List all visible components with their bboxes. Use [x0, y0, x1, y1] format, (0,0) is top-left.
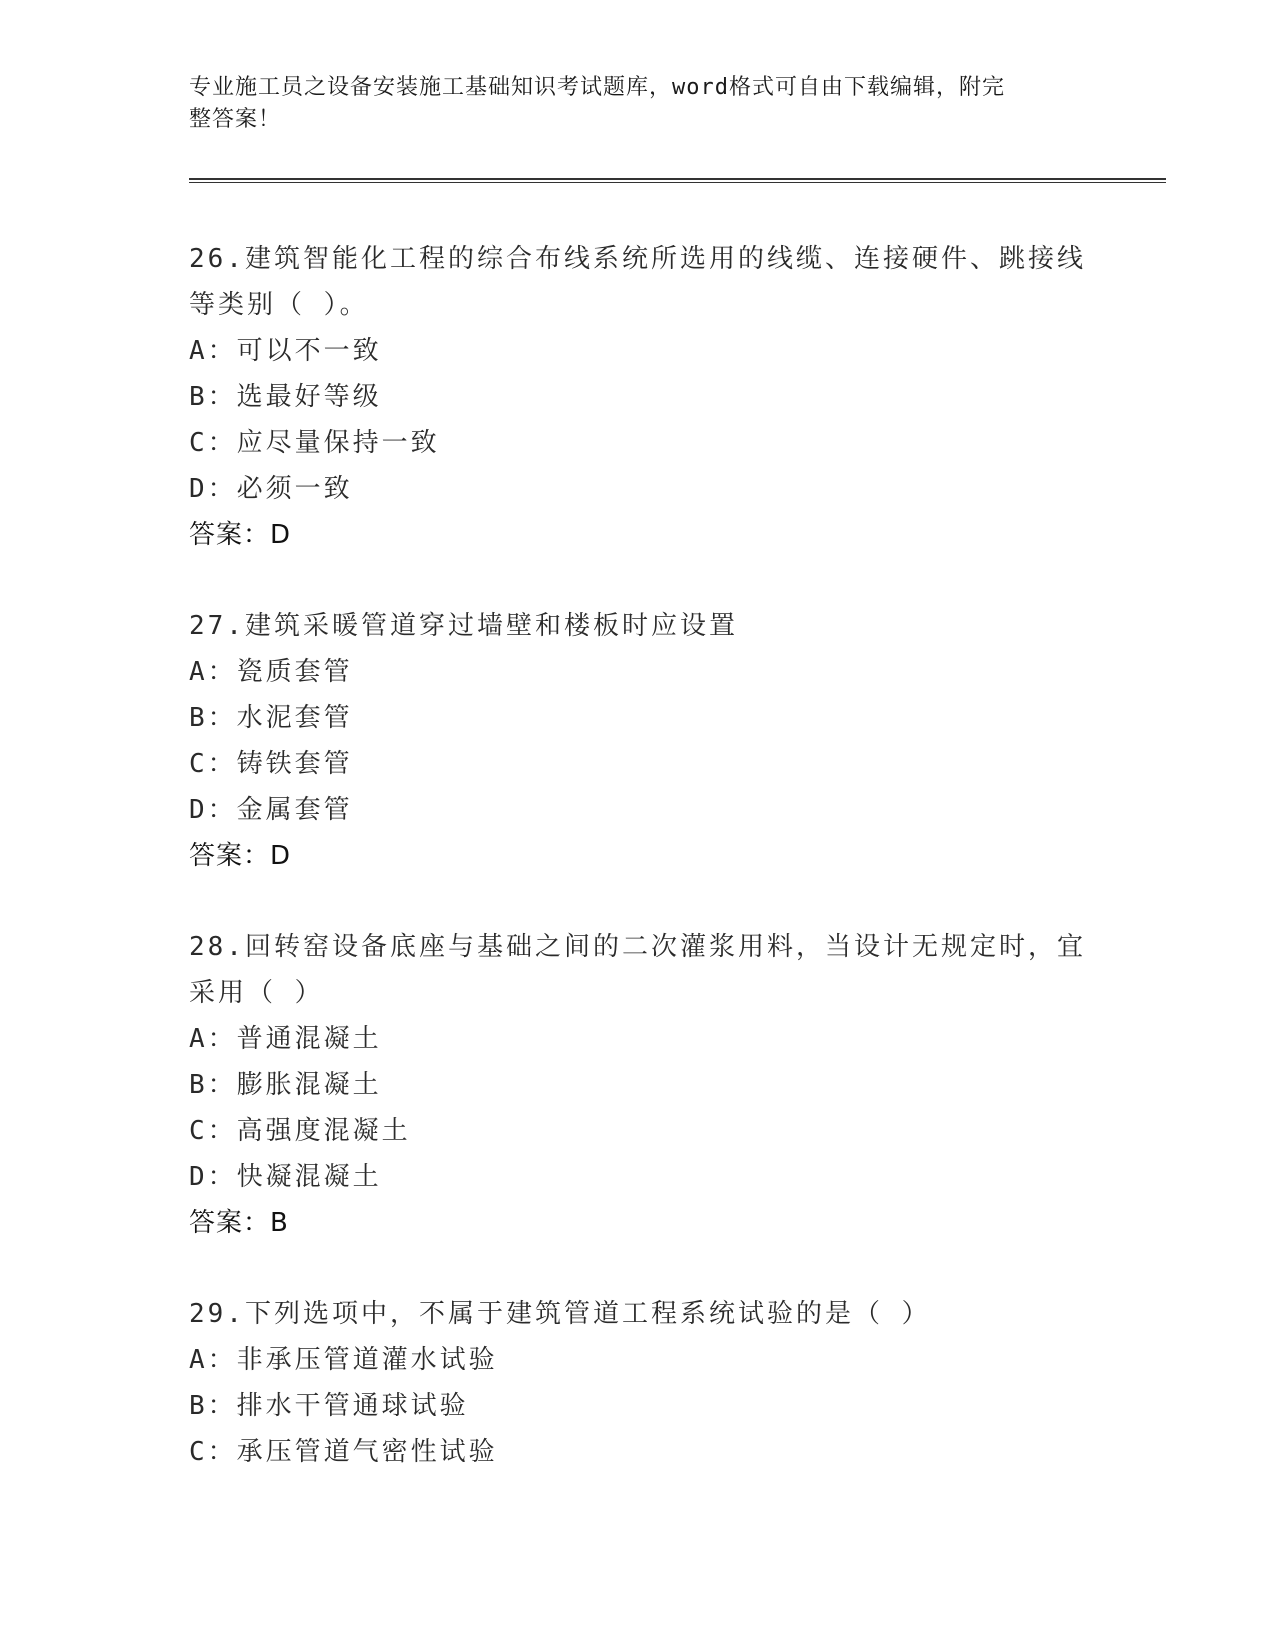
header-divider — [189, 178, 1166, 183]
question-stem: 采用（ ） — [189, 978, 324, 1008]
answer-label: 答案：B — [189, 1208, 289, 1238]
option-c: C：铸铁套管 — [189, 749, 353, 779]
option-a: A：非承压管道灌水试验 — [189, 1345, 498, 1375]
header-intro-line: 专业施工员之设备安装施工基础知识考试题库，word格式可自由下载编辑，附完 — [189, 75, 1005, 100]
option-a: A：普通混凝土 — [189, 1024, 382, 1054]
question-list — [189, 236, 1089, 1520]
question-26 — [189, 236, 1089, 558]
question-stem: 26.建筑智能化工程的综合布线系统所选用的线缆、连接硬件、跳接线 — [189, 244, 1086, 274]
document-header — [189, 72, 1069, 136]
question-stem: 等类别（ ）。 — [189, 290, 369, 320]
question-stem: 28.回转窑设备底座与基础之间的二次灌浆用料，当设计无规定时，宜 — [189, 932, 1086, 962]
answer-label: 答案：D — [189, 520, 292, 550]
option-b: B：排水干管通球试验 — [189, 1391, 469, 1421]
question-stem: 29.下列选项中，不属于建筑管道工程系统试验的是（ ） — [189, 1299, 931, 1329]
option-c: C：承压管道气密性试验 — [189, 1437, 498, 1467]
question-stem: 27.建筑采暖管道穿过墙壁和楼板时应设置 — [189, 611, 738, 641]
option-d: D：必须一致 — [189, 474, 353, 504]
question-27 — [189, 603, 1089, 879]
option-d: D：金属套管 — [189, 795, 353, 825]
option-b: B：膨胀混凝土 — [189, 1070, 382, 1100]
option-c: C：应尽量保持一致 — [189, 428, 440, 458]
option-b: B：水泥套管 — [189, 703, 353, 733]
option-d: D：快凝混凝土 — [189, 1162, 382, 1192]
header-intro-line: 整答案！ — [189, 107, 282, 132]
answer-label: 答案：D — [189, 841, 292, 871]
option-c: C：高强度混凝土 — [189, 1116, 411, 1146]
question-29 — [189, 1291, 1089, 1475]
option-a: A：瓷质套管 — [189, 657, 353, 687]
option-a: A：可以不一致 — [189, 336, 382, 366]
question-28 — [189, 924, 1089, 1246]
option-b: B：选最好等级 — [189, 382, 382, 412]
